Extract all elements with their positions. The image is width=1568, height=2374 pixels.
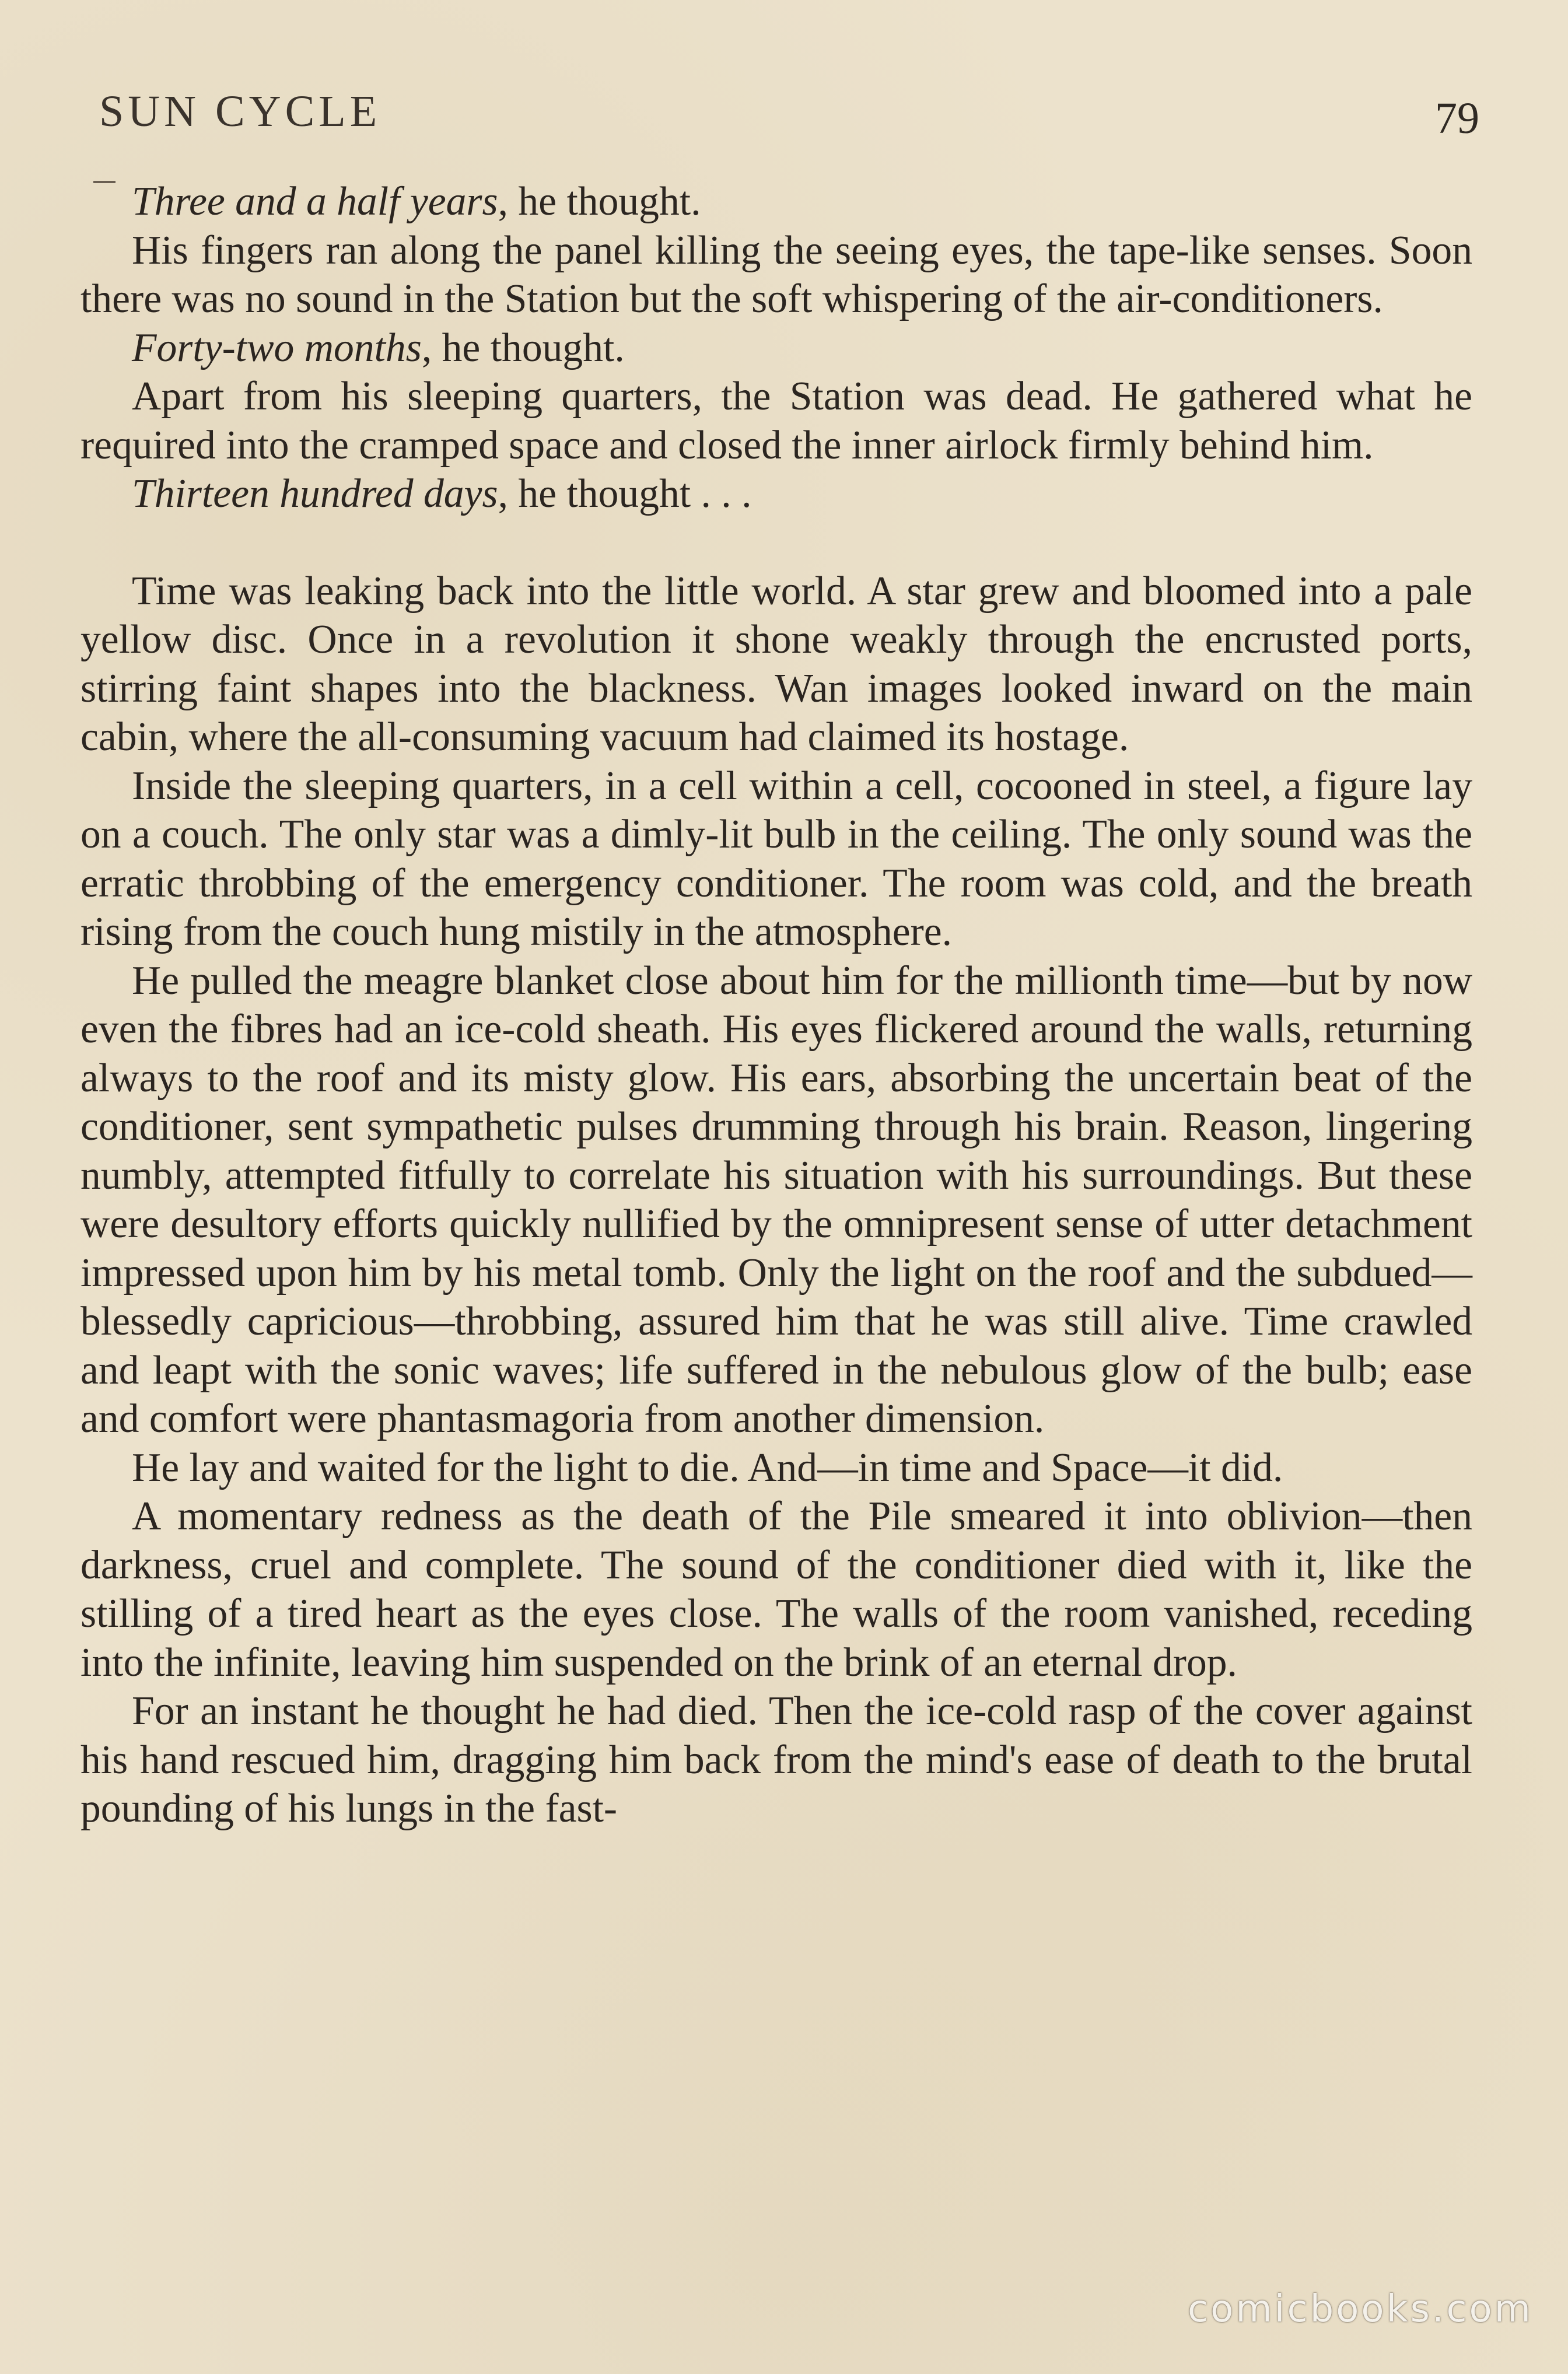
paragraph-9: He lay and waited for the light to die. And—in time and Space—it did. [132,1445,1283,1490]
paragraph-3: Forty-two months, he thought. [132,325,625,370]
running-head-title: SUN CYCLE [99,87,382,136]
book-page [77,82,1479,2287]
paragraph-5: Thirteen hundred days, he thought . . . [132,471,752,516]
paragraph-7: Inside the sleeping quarters, in a cell within a cell, cocooned in steel, a figure lay on a couch. The only star was a dimly-lit bulb in the ceiling. The only sound was the erratic throbbing of the emergency conditioner. The room was cold, and the breath rising from the couch hung mistily in the atmosphere. [80,763,1472,954]
paragraph-6: Time was leaking back into the little world. A star grew and bloomed into a pale yellow disc. Once in a revolution it shone weakly through the encrusted ports, stirring faint shapes into the blackness. Wan images looked inward on the main cabin, where the all-consuming vacuum had claimed its hostage. [80,568,1472,759]
paragraph-11: For an instant he thought he had died. Then the ice-cold rasp of the cover against his hand rescued him, dragging him back from the mind's ease of death to the brutal pounding of his lungs in the fast- [80,1689,1472,1831]
paragraph-1: Three and a half years, he thought. [132,179,701,224]
paragraph-10: A momentary redness as the death of the Pile smeared it into oblivion—then darkness, cruel and complete. The sound of the conditioner died with it, like the stilling of a tired heart as the eyes close. The walls of the room vanished, receding into the infinite, leaving him suspended on the brink of an eternal drop. [80,1494,1472,1685]
paragraph-2: His fingers ran along the panel killing the seeing eyes, the tape-like senses. Soon there was no sound in the Station but the soft whispering of the air-conditioners. [80,227,1472,321]
paragraph-4: Apart from his sleeping quarters, the Station was dead. He gathered what he required into the cramped space and closed the inner airlock firmly behind him. [80,374,1472,468]
body-text [80,177,1472,1833]
italic-thought: Three and a half years [132,179,498,224]
italic-thought: Thirteen hundred days [132,471,498,516]
italic-thought: Forty-two months [132,325,422,370]
running-head [89,82,1479,146]
page-number: 79 [1435,94,1479,143]
paragraph-8: He pulled the meagre blanket close about him for the millionth time—but by now even the fibres had an ice-cold sheath. His eyes flickered around the walls, returning always to the roof and its misty glow. His ears, absorbing the uncertain beat of the conditioner, sent sympathetic pulses drumming through his brain. Reason, lingering numbly, attempted fitfully to correlate his situation with his surroundings. But these were desultory efforts quickly nullified by the omnipresent sense of utter detachment impressed upon him by his metal tomb. Only the light on the roof and the subdued—blessedly capricious—throbbing, assured him that he was still alive. Time crawled and leapt with the sonic waves; life suffered in the nebulous glow of the bulb; ease and comfort were phantasmagoria from another dimension. [80,958,1472,1441]
watermark: comicbooks.com [1187,2288,1533,2331]
